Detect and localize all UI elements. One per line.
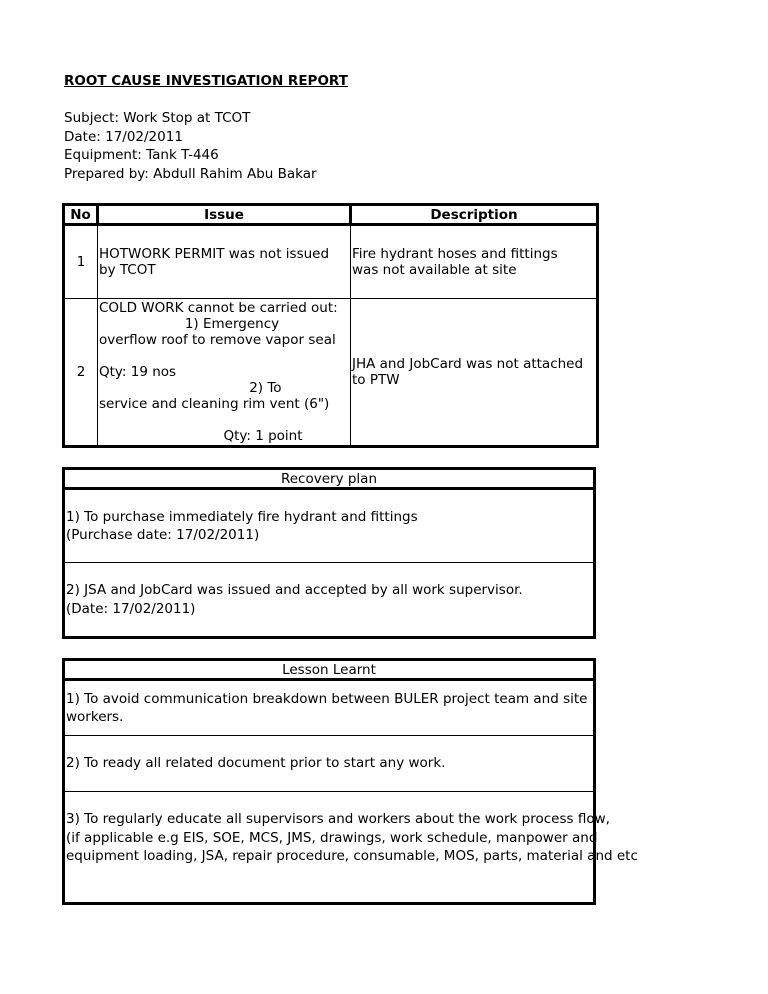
lesson-learnt-table [62,658,638,905]
list-item [64,736,595,792]
recovery-header-row [64,469,595,489]
recovery-item-line: 1) To purchase immediately fire hydrant and fittings [66,508,418,525]
lesson-item [64,680,595,736]
description-cell: Fire hydrant hoses and fittings was not available at site [351,225,598,299]
col-header-no: No [64,205,98,225]
recovery-plan-heading: Recovery plan [64,469,595,489]
list-item [64,563,595,638]
report-metadata [64,109,317,184]
prepared-by-line: Prepared by: Abdull Rahim Abu Bakar [64,166,317,183]
issue-cell: HOTWORK PERMIT was not issued by TCOT [98,225,351,299]
recovery-item-line: (Purchase date: 17/02/2011) [66,527,260,543]
lesson-item [64,792,638,904]
subject-line: Subject: Work Stop at TCOT [64,110,251,126]
table-row [64,299,598,447]
recovery-item-line: 2) JSA and JobCard was issued and accepted by all work supervisor. [66,582,523,598]
col-header-description: Description [351,205,598,225]
row-number: 1 [64,225,98,299]
lesson-item-line: 2) To ready all related document prior to start any work. [66,755,446,772]
table-row [64,225,598,299]
list-item [64,489,595,563]
recovery-item [64,563,595,638]
date-line: Date: 17/02/2011 [64,128,183,145]
lesson-item-line: workers. [66,709,124,725]
recovery-item [64,489,595,563]
lesson-learnt-heading: Lesson Learnt [64,660,595,680]
equipment-line: Equipment: Tank T-446 [64,147,219,164]
list-item [64,792,595,904]
lesson-item [64,736,595,792]
description-cell: JHA and JobCard was not attached to PTW [351,299,598,447]
list-item [64,680,595,736]
recovery-item-line: (Date: 17/02/2011) [66,600,196,617]
lesson-item-line: 3) To regularly educate all supervisors and workers about the work process flow, [66,811,610,827]
lesson-item-line: equipment loading, JSA, repair procedure, consumable, MOS, parts, material and etc [66,848,638,864]
lessons-header-row [64,660,595,680]
lesson-item-line: 1) To avoid communication breakdown between BULER project team and site [66,690,588,707]
issues-table [62,203,599,448]
issue-cell: COLD WORK cannot be carried out: 1) Emergency overflow roof to remove vapor seal Qty: 19 nos 2) To service and cleaning rim vent (6") Qty: 1 point [98,299,351,447]
issues-header-row [64,205,598,225]
report-title: ROOT CAUSE INVESTIGATION REPORT [64,73,348,89]
row-number: 2 [64,299,98,447]
col-header-issue: Issue [98,205,351,225]
recovery-plan-table [62,467,596,639]
lesson-item-line: (if applicable e.g EIS, SOE, MCS, JMS, drawings, work schedule, manpower and [66,829,598,846]
